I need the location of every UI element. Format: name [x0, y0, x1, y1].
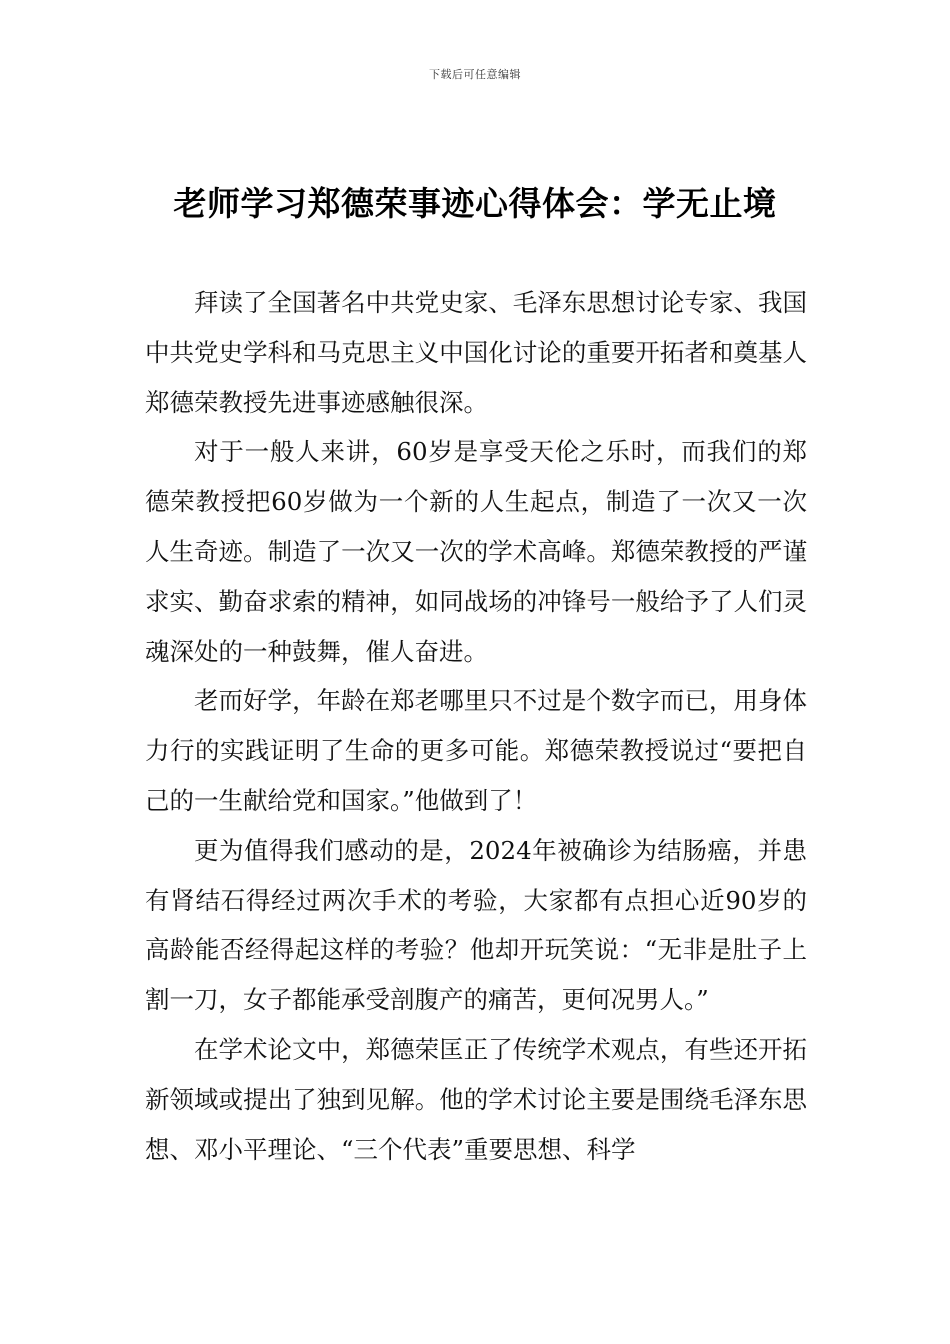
paragraph-3: 老而好学，年龄在郑老哪里只不过是个数字而已，用身体力行的实践证明了生命的更多可能。郑德荣教授说过“要把自己的一生献给党和国家。”他做到了！ [145, 686, 807, 815]
document-title: 老师学习郑德荣事迹心得体会：学无止境 [173, 184, 777, 223]
document-body [145, 278, 807, 1174]
paragraph-4: 更为值得我们感动的是，2024年被确诊为结肠癌，并患有肾结石得经过两次手术的考验，大家都有点担心近90岁的高龄能否经得起这样的考验？他却开玩笑说：“无非是肚子上割一刀，女子都能承受剖腹产的痛苦，更何况男人。” [145, 835, 807, 1015]
paragraph-5: 在学术论文中，郑德荣匡正了传统学术观点，有些还开拓新领域或提出了独到见解。他的学术讨论主要是围绕毛泽东思想、邓小平理论、“三个代表”重要思想、科学 [145, 1034, 807, 1164]
paragraph-1: 拜读了全国著名中共党史家、毛泽东思想讨论专家、我国中共党史学科和马克思主义中国化讨论的重要开拓者和奠基人郑德荣教授先进事迹感触很深。 [145, 288, 807, 417]
paragraph-2: 对于一般人来讲，60岁是享受天伦之乐时，而我们的郑德荣教授把60岁做为一个新的人生起点，制造了一次又一次人生奇迹。制造了一次又一次的学术高峰。郑德荣教授的严谨求实、勤奋求索的精神，如同战场的冲锋号一般给予了人们灵魂深处的一种鼓舞，催人奋进。 [145, 437, 807, 666]
header-note: 下载后可任意编辑 [429, 68, 521, 81]
